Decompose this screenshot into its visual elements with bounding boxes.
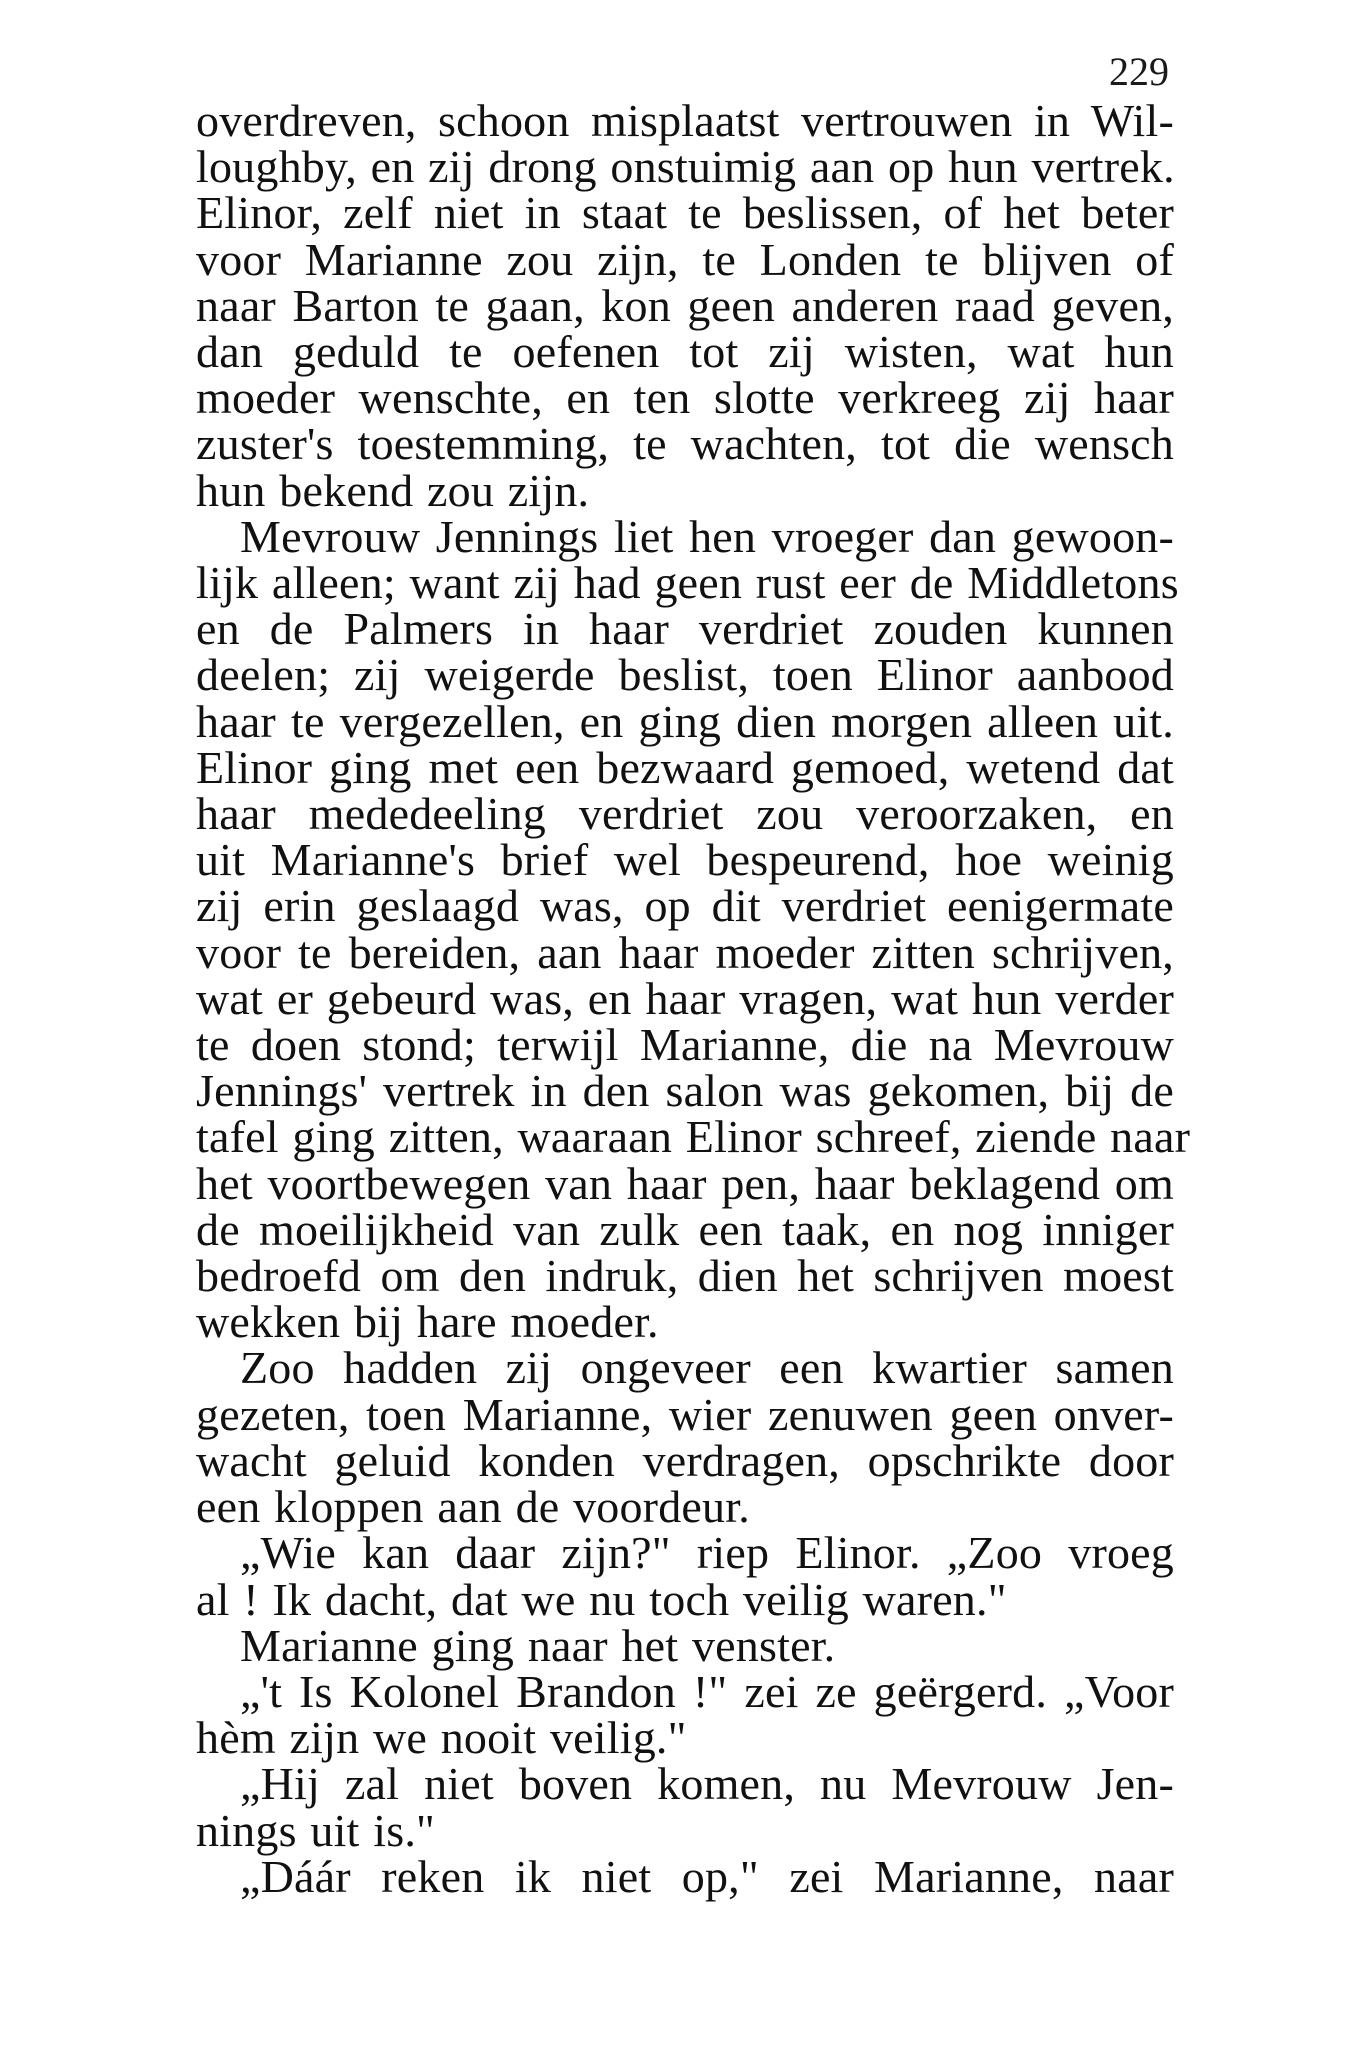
text-line: „Hij zal niet boven komen, nu Mevrouw Jen- [240,1758,1174,1810]
text-line: loughby, en zij drong onstuimig aan op hun vertrek. [196,141,1175,193]
text-line: Zoo hadden zij ongeveer een kwartier samen [240,1342,1174,1394]
page-number: 229 [1109,49,1169,94]
text-line: een kloppen aan de voordeur. [196,1481,750,1533]
text-line: naar Barton te gaan, kon geen anderen raad geven, [196,279,1174,331]
text-line: overdreven, schoon misplaatst vertrouwen in Wil- [196,95,1174,146]
text-line: moeder wenschte, en ten slotte verkreeg zij haar [196,372,1174,424]
text-line: het voortbewegen van haar pen, haar beklagend om [196,1157,1174,1209]
text-line: „Dáár reken ik niet op," zei Marianne, naar [240,1850,1174,1902]
text-line: deelen; zij weigerde beslist, toen Elinor aanbood [196,649,1174,701]
body-text [196,95,1191,1902]
text-line: Jennings' vertrek in den salon was gekomen, bij de [196,1065,1174,1117]
text-line: lijk alleen; want zij had geen rust eer de Middletons [196,557,1179,609]
text-line: Elinor, zelf niet in staat te beslissen, of het beter [196,187,1174,239]
text-line: wat er gebeurd was, en haar vragen, wat hun verder [196,972,1174,1024]
text-line: gezeten, toen Marianne, wier zenuwen geen onver- [196,1388,1174,1440]
text-line: Mevrouw Jennings liet hen vroeger dan gewoon- [240,510,1174,562]
text-line: voor te bereiden, aan haar moeder zitten schrijven, [196,926,1174,978]
text-line: dan geduld te oefenen tot zij wisten, wat hun [196,326,1174,378]
text-line: wacht geluid konden verdragen, opschrikte door [196,1434,1174,1486]
text-line: voor Marianne zou zijn, te Londen te blijven of [196,233,1174,285]
text-line: uit Marianne's brief wel bespeurend, hoe weinig [196,834,1174,886]
text-line: tafel ging zitten, waaraan Elinor schreef, ziende naar [196,1111,1191,1163]
text-line: zij erin geslaagd was, op dit verdriet eenigermate [196,880,1174,932]
text-line: „Wie kan daar zijn?" riep Elinor. „Zoo vroeg [240,1527,1174,1579]
text-line: nings uit is." [196,1804,436,1856]
text-line: en de Palmers in haar verdriet zouden kunnen [196,603,1174,655]
text-line: de moeilijkheid van zulk een taak, en nog inniger [196,1203,1174,1255]
text-line: bedroefd om den indruk, dien het schrijven moest [196,1250,1174,1302]
text-line: al ! Ik dacht, dat we nu toch veilig waren." [196,1573,1007,1625]
text-line: hun bekend zou zijn. [196,464,590,516]
text-line: wekken bij hare moeder. [196,1296,659,1348]
text-line: haar mededeeling verdriet zou veroorzaken, en [196,788,1174,840]
text-line: Marianne ging naar het venster. [240,1619,836,1671]
text-line: haar te vergezellen, en ging dien morgen alleen uit. [196,695,1174,747]
text-line: te doen stond; terwijl Marianne, die na Mevrouw [196,1019,1174,1071]
text-line: zuster's toestemming, te wachten, tot die wensch [196,418,1174,470]
text-line: Elinor ging met een bezwaard gemoed, wetend dat [196,741,1174,793]
text-line: „'t Is Kolonel Brandon !" zei ze geërgerd. „Voor [240,1665,1174,1717]
text-line: hèm zijn we nooit veilig." [196,1712,687,1764]
